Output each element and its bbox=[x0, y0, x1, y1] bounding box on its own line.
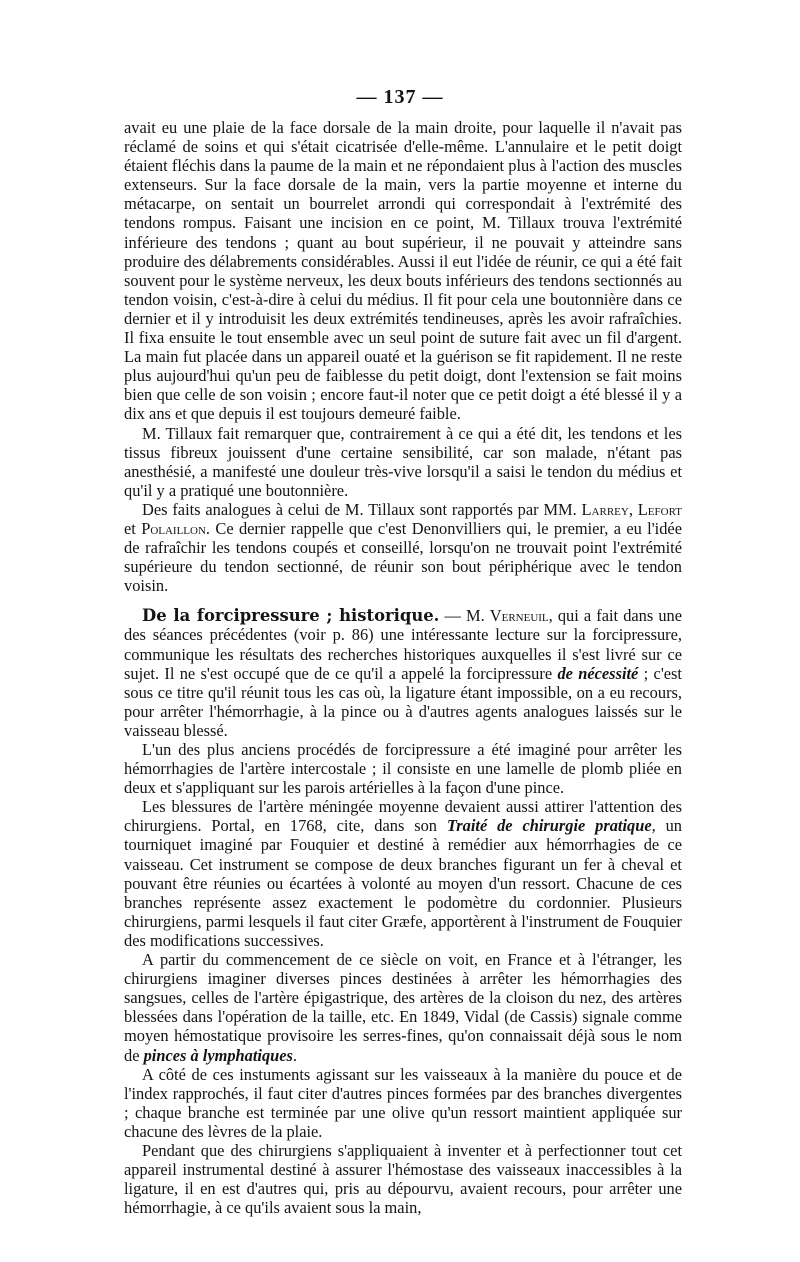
book-title: Traité de chirurgie pratique bbox=[446, 816, 652, 836]
author-name-verneuil: Verneuil bbox=[489, 606, 549, 626]
paragraph-7 bbox=[124, 950, 682, 1065]
page-number: — 137 — bbox=[356, 86, 444, 108]
paragraph-3 bbox=[124, 500, 682, 595]
paragraph-6-text-a: Les blessures de l'artère méningée moyenne devaient aussi attirer l'attention des chirurgiens. Portal, en 1768, cite, dans son bbox=[124, 797, 682, 836]
paragraph-2: M. Tillaux fait remarquer que, contrairement à ce qui a été dit, les tendons et les tissus fibreux jouissent d'une certaine sensibilité, car son malade, n'étant pas anesthésié, a manifesté une douleur très-vive lorsqu'il a saisi le tendon du médius et qu'il y a pratiqué une boutonnière. bbox=[124, 423, 682, 500]
separator-1: , bbox=[628, 499, 638, 519]
paragraph-7-text-b: . bbox=[292, 1045, 298, 1065]
paragraph-6 bbox=[124, 797, 682, 950]
paragraph-4-text-c: ; c'est sous ce titre qu'il réunit tous les cas où, la ligature étant impossible, on a eu recours, pour arrêter l'hémorrhagie, à la pince ou à d'autres agents analogues laissés sur le vaisseau blessé. bbox=[124, 663, 682, 740]
author-name-lefort: Lefort bbox=[637, 499, 682, 519]
paragraph-3-text-b: . Ce dernier rappelle que c'est Denonvilliers qui, le premier, a eu l'idée de rafraîchir les tendons coupés et conseillé, lorsqu'on ne trouvait point l'extrémité supérieure du tendon sectionné, de réunir son bout périphérique avec le tendon voisin. bbox=[124, 518, 682, 596]
paragraph-3-text-a: Des faits analogues à celui de M. Tillaux sont rapportés par MM. bbox=[142, 499, 577, 519]
paragraph-4-text-a: — M. bbox=[439, 606, 490, 626]
emphasis-pinces: pinces à lymphatiques bbox=[143, 1045, 293, 1065]
body-text bbox=[124, 118, 682, 1217]
paragraph-4 bbox=[124, 606, 682, 740]
paragraph-9: Pendant que des chirurgiens s'appliquaient à inventer et à perfectionner tout cet appareil instrumental destiné à assurer l'hémostase des vaisseaux inaccessibles à la ligature, il en est d'autres qui, pris au dépourvu, avaient recours, pour arrêter une hémorrhagie, à ce qu'ils avaient sous la main, bbox=[124, 1140, 682, 1218]
author-name-larrey: Larrey bbox=[581, 499, 629, 519]
paragraph-5: L'un des plus anciens procédés de forcipressure a été imaginé pour arrêter les hémorrhagies de l'artère intercostale ; il consiste en une lamelle de plomb pliée en deux et s'appliquant sur les parois artérielles à la façon d'une pince. bbox=[124, 740, 682, 798]
paragraph-1: avait eu une plaie de la face dorsale de la main droite, pour laquelle il n'avait pas réclamé de soins et qui s'était cicatrisée d'elle-même. L'annulaire et le petit doigt étaient fléchis dans la paume de la main et ne répondaient plus à l'action des muscles extenseurs. Sur la face dorsale de la main, vers la partie moyenne et interne du métacarpe, on sentait un bourrelet arrondi qui correspondait à l'extrémité des tendons rompus. Faisant une incision en ce point, M. Tillaux trouva l'extrémité inférieure des tendons ; quant au bout supérieur, il ne pouvait y atteindre sans produire des délabrements considérables. Aussi il eut l'idée de réunir, ce qui a été fait souvent pour le système nerveux, les deux bouts inférieurs des tendons sectionnés au tendon voisin, c'est-à-dire à celui du médius. Il fit pour cela une boutonnière dans ce dernier et il y introduisit les deux extrémités tendineuses, après les avoir rafraîchies. Il fixa ensuite le tout ensemble avec un seul point de suture fait avec un fil d'argent. La main fut placée dans un appareil ouaté et la guérison se fit rapidement. Il ne reste plus aujourd'hui qu'un peu de faiblesse du petit doigt, dont l'extension se fait moins bien que celle de son voisin ; encore faut-il noter que ce petit doigt a été blessé il y a dix ans et que depuis il est toujours demeuré faible. bbox=[124, 118, 682, 424]
section-heading: De la forcipressure ; historique. bbox=[142, 606, 440, 626]
paragraph-6-text-b: , un tourniquet imaginé par Fouquier et destiné à remédier aux hémorrhagies de ce vaisseau. Cet instrument se compose de deux branches figurant un fer à cheval et pouvant être réunies ou écartées à volonté au moyen d'un ressort. Chacune de ces branches représente assez exactement le podomètre du cordonnier. Plusieurs chirurgiens, parmi lesquels il faut citer Græfe, apportèrent à l'instrument de Fouquier des modifications successives. bbox=[124, 816, 683, 950]
emphasis-necessite: de nécessité bbox=[557, 663, 639, 683]
paragraph-7-text-a: A partir du commencement de ce siècle on voit, en France et à l'étranger, les chirurgiens imaginer diverses pinces destinées à arrêter les hémorrhagies des sangsues, celles de l'artère épigastrique, des artères de la cloison du nez, des artères blessées dans l'opération de la taille, etc. En 1849, Vidal (de Cassis) signale comme moyen hémostatique provisoire les serres-fines, qu'on connaissait déjà sous le nom de bbox=[124, 950, 682, 1065]
author-name-polaillon: Polaillon bbox=[141, 518, 206, 538]
paragraph-4-text-b: , qui a fait dans une des séances précédentes (voir p. 86) une intéressante lecture sur la forcipressure, communique les résultats des recherches historiques auxquelles il s'est livré sur ce sujet. Il ne s'est occupé que de ce qu'il a appelé la forcipressure bbox=[124, 606, 683, 683]
separator-2: et bbox=[124, 518, 142, 538]
paragraph-8: A côté de ces instuments agissant sur les vaisseaux à la manière du pouce et de l'index rapprochés, il faut citer d'autres pinces formées par des branches divergentes ; chaque branche est terminée par une olive qu'un ressort maintient appliquée sur chacune des lèvres de la plaie. bbox=[124, 1064, 682, 1141]
